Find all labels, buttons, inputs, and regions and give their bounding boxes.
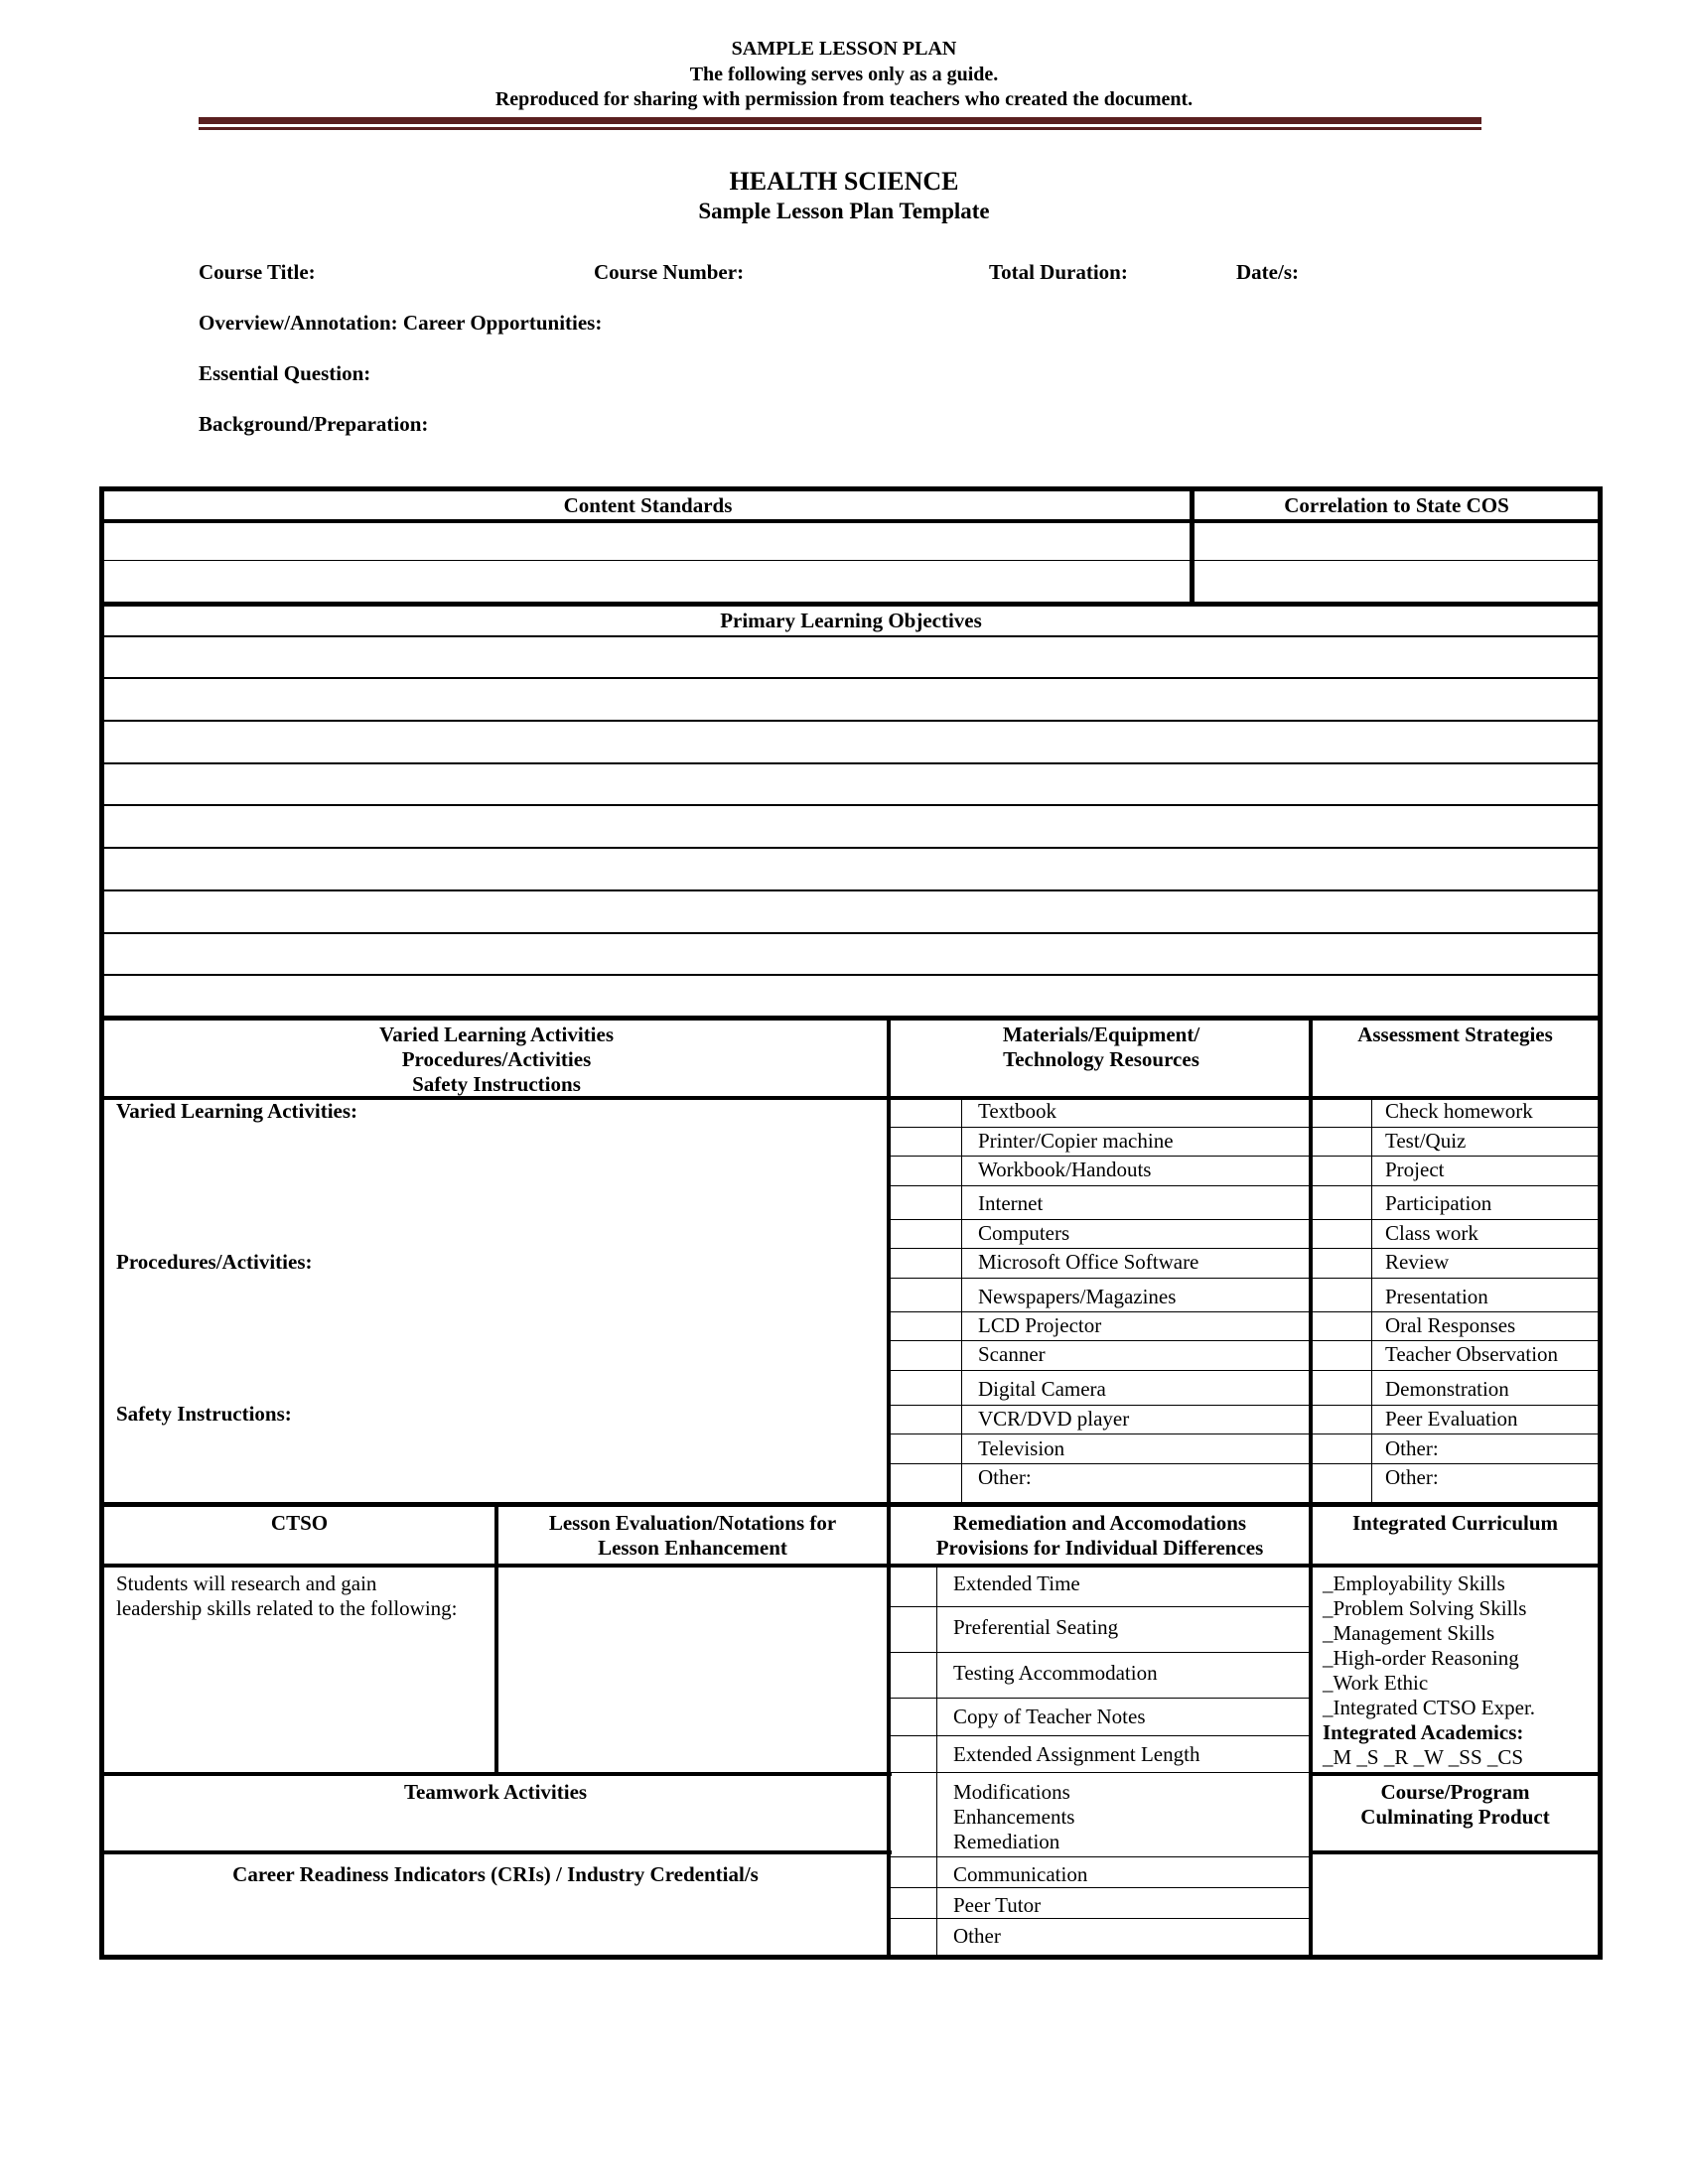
teamwork-header: Teamwork Activities: [403, 1780, 588, 1804]
culminating-header-1: Course/Program: [1380, 1780, 1530, 1804]
materials-header-2: Technology Resources: [1003, 1047, 1199, 1071]
divider: [99, 1502, 1603, 1507]
material-item: Computers: [978, 1221, 1070, 1245]
divider: [99, 560, 1603, 561]
assessment-item: Check homework: [1385, 1099, 1533, 1123]
remediation-header-2: Provisions for Individual Differences: [935, 1536, 1264, 1560]
divider: [99, 1564, 1603, 1568]
assessment-item: Class work: [1385, 1221, 1478, 1245]
divider: [891, 1652, 1309, 1653]
integrated-academics: _M _S _R _W _SS _CS: [1323, 1745, 1524, 1769]
material-item: Workbook/Handouts: [978, 1158, 1152, 1181]
remediation-item: Copy of Teacher Notes: [953, 1705, 1146, 1728]
remediation-item: Extended Time: [953, 1571, 1080, 1595]
overview-label: Overview/Annotation: Career Opportunities:: [199, 311, 603, 335]
divider: [887, 1016, 891, 1960]
divider: [99, 932, 1603, 934]
varied-header-2: Procedures/Activities: [401, 1047, 592, 1071]
remediation-multi-3: Remediation: [953, 1830, 1060, 1853]
integrated-academics-label: Integrated Academics:: [1323, 1720, 1524, 1744]
divider: [99, 677, 1603, 679]
divider: [1309, 1850, 1603, 1854]
material-item: VCR/DVD player: [978, 1407, 1130, 1431]
divider: [99, 847, 1603, 849]
divider: [891, 1856, 1309, 1857]
integrated-header: Integrated Curriculum: [1351, 1511, 1559, 1535]
assessment-item: Other:: [1385, 1465, 1439, 1489]
varied-header-1: Varied Learning Activities: [378, 1023, 615, 1046]
assessment-header: Assessment Strategies: [1357, 1023, 1553, 1046]
divider: [1371, 1100, 1372, 1507]
divider: [891, 1405, 1603, 1406]
divider: [891, 1340, 1603, 1341]
integrated-item: _Employability Skills: [1323, 1571, 1505, 1595]
remediation-item: Peer Tutor: [953, 1893, 1042, 1917]
assessment-item: Presentation: [1385, 1285, 1488, 1308]
integrated-item: _Problem Solving Skills: [1323, 1596, 1527, 1620]
assessment-item: Peer Evaluation: [1385, 1407, 1518, 1431]
varied-activities-label: Varied Learning Activities:: [116, 1099, 358, 1123]
divider: [1190, 486, 1195, 604]
divider: [891, 1698, 1309, 1699]
divider: [891, 1278, 1603, 1279]
ctso-text-1: Students will research and gain: [116, 1571, 377, 1595]
assessment-item: Teacher Observation: [1385, 1342, 1559, 1366]
divider: [99, 1772, 892, 1776]
divider: [99, 762, 1603, 764]
remediation-item: Preferential Seating: [953, 1615, 1119, 1639]
divider: [99, 804, 1603, 806]
header-divider: [199, 117, 1481, 124]
divider: [99, 720, 1603, 722]
divider: [891, 1219, 1603, 1220]
total-duration-label: Total Duration:: [989, 260, 1128, 284]
page-subtitle: Sample Lesson Plan Template: [698, 199, 990, 223]
divider: [961, 1100, 962, 1507]
correlation-header: Correlation to State COS: [1284, 493, 1509, 517]
essential-question-label: Essential Question:: [199, 361, 371, 385]
material-item: Newspapers/Magazines: [978, 1285, 1177, 1308]
integrated-item: _Integrated CTSO Exper.: [1323, 1696, 1536, 1719]
divider: [891, 1463, 1603, 1464]
procedures-label: Procedures/Activities:: [116, 1250, 313, 1274]
integrated-item: _Management Skills: [1323, 1621, 1495, 1645]
divider: [936, 1568, 937, 1960]
assessment-item: Participation: [1385, 1191, 1492, 1215]
remediation-header-1: Remediation and Accomodations: [952, 1511, 1247, 1535]
assessment-item: Demonstration: [1385, 1377, 1509, 1401]
divider: [99, 1016, 1603, 1021]
material-item: Textbook: [978, 1099, 1057, 1123]
lesson-eval-header-2: Lesson Enhancement: [598, 1536, 787, 1560]
material-item: Printer/Copier machine: [978, 1129, 1174, 1153]
material-item: Microsoft Office Software: [978, 1250, 1199, 1274]
divider: [891, 1311, 1603, 1312]
dates-label: Date/s:: [1236, 260, 1299, 284]
remediation-multi-2: Enhancements: [953, 1805, 1075, 1829]
divider: [891, 1370, 1603, 1371]
safety-label: Safety Instructions:: [116, 1402, 292, 1426]
material-item: Scanner: [978, 1342, 1046, 1366]
divider: [1309, 1772, 1603, 1776]
assessment-item: Project: [1385, 1158, 1445, 1181]
divider: [891, 1433, 1603, 1434]
header-line-1: SAMPLE LESSON PLAN: [731, 38, 957, 60]
remediation-item: Testing Accommodation: [953, 1661, 1158, 1685]
material-item: Television: [978, 1436, 1065, 1460]
primary-objectives-header: Primary Learning Objectives: [720, 609, 982, 632]
background-label: Background/Preparation:: [199, 412, 429, 436]
varied-header-3: Safety Instructions: [412, 1072, 581, 1096]
divider: [891, 1248, 1603, 1249]
divider: [99, 1850, 892, 1854]
divider: [891, 1735, 1309, 1736]
header-line-2: The following serves only as a guide.: [689, 64, 999, 85]
divider: [99, 602, 1603, 607]
culminating-header-2: Culminating Product: [1360, 1805, 1550, 1829]
divider: [99, 635, 1603, 637]
ctso-header: CTSO: [270, 1511, 329, 1535]
assessment-item: Test/Quiz: [1385, 1129, 1467, 1153]
material-item: LCD Projector: [978, 1313, 1102, 1337]
divider: [99, 889, 1603, 891]
material-item: Other:: [978, 1465, 1032, 1489]
course-number-label: Course Number:: [594, 260, 745, 284]
divider: [891, 1185, 1603, 1186]
remediation-item: Extended Assignment Length: [953, 1742, 1200, 1766]
career-readiness-header: Career Readiness Indicators (CRIs) / Industry Credential/s: [232, 1862, 759, 1886]
divider: [891, 1887, 1309, 1888]
remediation-item: Other: [953, 1924, 1001, 1948]
divider: [891, 1156, 1603, 1157]
page-title: HEALTH SCIENCE: [729, 167, 959, 196]
ctso-text-2: leadership skills related to the following:: [116, 1596, 458, 1620]
assessment-item: Other:: [1385, 1436, 1439, 1460]
divider: [891, 1918, 1309, 1919]
divider: [891, 1606, 1309, 1607]
materials-header-1: Materials/Equipment/: [1002, 1023, 1200, 1046]
divider: [891, 1127, 1603, 1128]
course-title-label: Course Title:: [199, 260, 316, 284]
header-divider-thin: [199, 127, 1481, 130]
remediation-item: Communication: [953, 1862, 1088, 1886]
integrated-item: _Work Ethic: [1323, 1671, 1429, 1695]
assessment-item: Review: [1385, 1250, 1450, 1274]
assessment-item: Oral Responses: [1385, 1313, 1516, 1337]
header-line-3: Reproduced for sharing with permission from teachers who created the document.: [494, 88, 1194, 110]
divider: [891, 1772, 1309, 1773]
integrated-item: _High-order Reasoning: [1323, 1646, 1519, 1670]
lesson-eval-header-1: Lesson Evaluation/Notations for: [548, 1511, 837, 1535]
content-standards-header: Content Standards: [563, 493, 733, 517]
material-item: Internet: [978, 1191, 1044, 1215]
material-item: Digital Camera: [978, 1377, 1106, 1401]
divider: [99, 519, 1603, 523]
divider: [99, 974, 1603, 976]
remediation-multi-1: Modifications: [953, 1780, 1070, 1804]
